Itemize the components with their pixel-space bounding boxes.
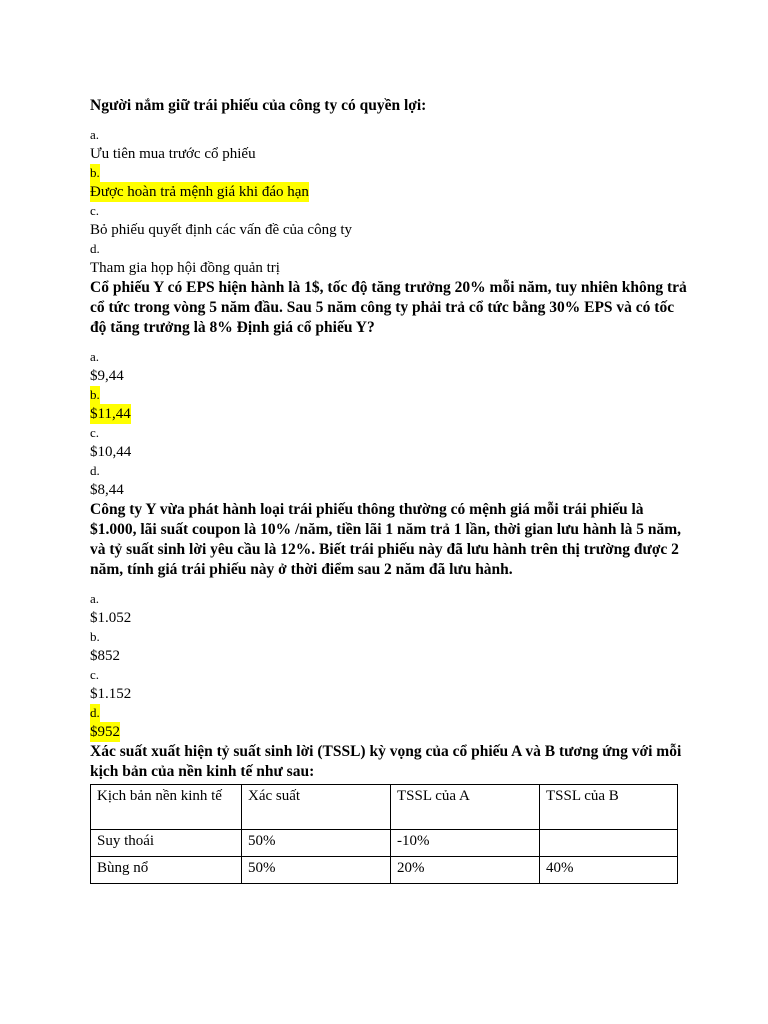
table-cell: Bùng nổ	[91, 857, 242, 884]
option-text: Ưu tiên mua trước cổ phiếu	[90, 146, 256, 162]
option-letter: d.	[90, 241, 100, 256]
question-4: Xác suất xuất hiện tỷ suất sinh lời (TSSL) kỳ vọng của cổ phiếu A và B tương ứng với mỗi kịch bản của nền kinh tế như sau:	[90, 743, 682, 780]
question-2-options	[90, 348, 690, 500]
option-text: $8,44	[90, 482, 124, 498]
option-letter: c.	[90, 203, 100, 218]
option-text: $10,44	[90, 444, 132, 460]
table-header-cell: Kịch bản nền kinh tế	[91, 785, 242, 830]
document-page	[90, 96, 690, 884]
option-text: Bỏ phiếu quyết định các vấn đề của công ty	[90, 222, 353, 238]
scenario-table	[90, 784, 678, 884]
option-letter: a.	[90, 349, 100, 364]
table-row	[91, 857, 678, 884]
option-letter: a.	[90, 127, 100, 142]
option-text: Tham gia họp hội đồng quản trị	[90, 260, 280, 276]
table-cell: 40%	[540, 857, 678, 884]
table-cell	[540, 830, 678, 857]
option-text-highlighted: $11,44	[90, 406, 131, 422]
table-cell: 50%	[242, 857, 391, 884]
option-text: $9,44	[90, 368, 124, 384]
table-cell: Suy thoái	[91, 830, 242, 857]
table-header-cell: TSSL của A	[391, 785, 540, 830]
question-3: Công ty Y vừa phát hành loại trái phiếu thông thường có mệnh giá mỗi trái phiếu là $1.000, lãi suất coupon là 10% /năm, tiền lãi 1 năm trả 1 lần, thời gian lưu hành là 5 năm, và tỷ suất sinh lời yêu cầu là 12%. Biết trái phiếu này đã lưu hành trên thị trường được 2 năm, tính giá trái phiếu này ở thời điểm sau 2 năm đã lưu hành.	[90, 501, 682, 578]
question-2: Cổ phiếu Y có EPS hiện hành là 1$, tốc độ tăng trưởng 20% mỗi năm, tuy nhiên không trả cổ tức trong vòng 5 năm đầu. Sau 5 năm công ty phải trả cổ tức bằng 30% EPS và có tốc độ tăng trưởng là 8% Định giá cổ phiếu Y?	[90, 279, 687, 336]
option-letter-highlighted: d.	[90, 705, 100, 720]
option-text: $1.052	[90, 610, 132, 626]
option-letter: d.	[90, 463, 100, 478]
option-text-highlighted: $952	[90, 724, 120, 740]
table-header-row	[91, 785, 678, 830]
option-letter-highlighted: b.	[90, 165, 100, 180]
table-row	[91, 830, 678, 857]
table-cell: -10%	[391, 830, 540, 857]
question-3-options	[90, 590, 690, 742]
option-text-highlighted: Được hoàn trả mệnh giá khi đáo hạn	[90, 184, 309, 200]
option-letter-highlighted: b.	[90, 387, 100, 402]
option-letter: b.	[90, 629, 100, 644]
option-text: $852	[90, 648, 120, 664]
option-letter: a.	[90, 591, 100, 606]
table-header-cell: Xác suất	[242, 785, 391, 830]
question-1-options	[90, 126, 690, 278]
table-cell: 20%	[391, 857, 540, 884]
table-cell: 50%	[242, 830, 391, 857]
table-header-cell: TSSL của B	[540, 785, 678, 830]
option-text: $1.152	[90, 686, 132, 702]
option-letter: c.	[90, 425, 100, 440]
option-letter: c.	[90, 667, 100, 682]
question-1: Người nắm giữ trái phiếu của công ty có quyền lợi:	[90, 97, 427, 114]
